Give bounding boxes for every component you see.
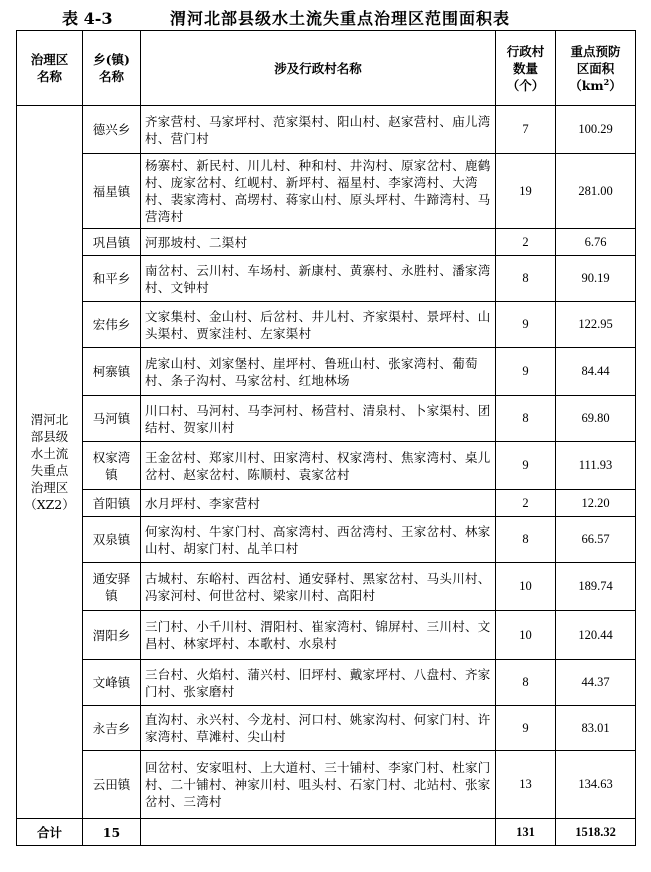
village-count-cell: 7 [496, 106, 556, 154]
region-name-line: 部县级 [30, 429, 69, 444]
village-count-cell: 9 [496, 348, 556, 396]
town-name: 权家湾 [92, 449, 131, 465]
villages-cell: 河那坡村、二渠村 [141, 229, 496, 256]
header-area-unit-sup: 2 [603, 76, 610, 87]
table-row [17, 154, 636, 229]
town-cell [83, 563, 141, 611]
header-area-unit-close: ） [609, 77, 622, 93]
table-row [17, 302, 636, 348]
town-name: 镇 [105, 466, 118, 482]
village-count-cell: 13 [496, 751, 556, 819]
village-count-cell: 10 [496, 563, 556, 611]
table-number: 表 4-3 [62, 9, 113, 28]
town-name: 和平乡 [92, 271, 131, 286]
town-cell [83, 660, 141, 706]
region-name-line: 渭河北 [30, 412, 69, 427]
table-row [17, 611, 636, 660]
region-name-line: 水土流 [30, 446, 69, 461]
header-villages: 涉及行政村名称 [141, 31, 496, 106]
town-cell [83, 611, 141, 660]
village-count-cell: 2 [496, 229, 556, 256]
villages-cell: 南岔村、云川村、车场村、新康村、黄寨村、永胜村、潘家湾村、文钟村 [141, 256, 496, 302]
town-name: 双泉镇 [92, 532, 131, 547]
header-town-line1: 乡(镇) [93, 52, 130, 67]
table-row [17, 660, 636, 706]
villages-cell: 古城村、东峪村、西岔村、通安驿村、黑家岔村、马头川村、冯家河村、何世岔村、梁家川村、高阳村 [141, 563, 496, 611]
town-name: 镇 [105, 587, 118, 603]
total-label: 合计 [17, 819, 83, 846]
header-area-line1: 重点预防 [570, 43, 621, 59]
area-cell: 100.29 [556, 106, 636, 154]
area-cell: 122.95 [556, 302, 636, 348]
village-count-cell: 8 [496, 517, 556, 563]
header-town [83, 31, 141, 106]
header-region-line1: 治理区 [30, 52, 69, 67]
town-name: 云田镇 [92, 777, 131, 792]
town-cell [83, 229, 141, 256]
area-cell: 111.93 [556, 442, 636, 490]
total-count: 131 [496, 819, 556, 846]
area-cell: 12.20 [556, 490, 636, 517]
table-title [0, 6, 651, 28]
header-area-line2: 区面积 [576, 60, 615, 76]
area-cell: 83.01 [556, 706, 636, 751]
header-region-line2: 名称 [36, 69, 62, 84]
village-count-cell: 9 [496, 442, 556, 490]
villages-cell: 水月坪村、李家营村 [141, 490, 496, 517]
header-town-line2: 名称 [98, 69, 124, 84]
total-towns: 15 [83, 819, 141, 846]
header-area [556, 31, 636, 106]
header-count [496, 31, 556, 106]
area-cell: 69.80 [556, 396, 636, 442]
villages-cell: 王金岔村、郑家川村、田家湾村、权家湾村、焦家湾村、桌儿岔村、赵家岔村、陈顺村、袁家岔村 [141, 442, 496, 490]
table-row [17, 348, 636, 396]
table-row [17, 490, 636, 517]
villages-cell: 直沟村、永兴村、今龙村、河口村、姚家沟村、何家门村、许家湾村、草滩村、尖山村 [141, 706, 496, 751]
town-cell [83, 302, 141, 348]
header-area-line3 [560, 77, 631, 94]
region-name-line: 失重点 [30, 463, 69, 478]
region-name-line: 治理区 [30, 480, 69, 495]
villages-cell: 川口村、马河村、马李河村、杨营村、清泉村、卜家渠村、团结村、贺家川村 [141, 396, 496, 442]
town-name: 福星镇 [92, 183, 131, 199]
region-name-line: （XZ2） [24, 497, 75, 512]
town-name: 首阳镇 [92, 495, 131, 511]
town-cell [83, 256, 141, 302]
table-row [17, 517, 636, 563]
town-name: 德兴乡 [92, 122, 131, 137]
header-count-line2: 数量 [512, 60, 538, 76]
header-count-line1: 行政村 [506, 43, 545, 59]
village-count-cell: 8 [496, 396, 556, 442]
area-cell: 84.44 [556, 348, 636, 396]
town-name: 柯寨镇 [92, 364, 131, 379]
town-name: 马河镇 [92, 411, 131, 426]
villages-cell: 三台村、火焰村、蒲兴村、旧坪村、戴家坪村、八盘村、齐家门村、张家磨村 [141, 660, 496, 706]
table-row [17, 751, 636, 819]
total-area: 1518.32 [556, 819, 636, 846]
area-cell: 120.44 [556, 611, 636, 660]
village-count-cell: 8 [496, 256, 556, 302]
area-cell: 281.00 [556, 154, 636, 229]
village-count-cell: 9 [496, 706, 556, 751]
town-name: 通安驿 [92, 570, 131, 586]
town-cell [83, 517, 141, 563]
town-cell [83, 396, 141, 442]
area-cell: 90.19 [556, 256, 636, 302]
header-count-line3: （个） [506, 77, 545, 93]
villages-cell: 三门村、小千川村、渭阳村、崔家湾村、锦屏村、三川村、文昌村、林家坪村、本歌村、水泉村 [141, 611, 496, 660]
village-count-cell: 19 [496, 154, 556, 229]
total-villages [141, 819, 496, 846]
header-area-unit: （km [569, 77, 604, 93]
area-cell: 66.57 [556, 517, 636, 563]
area-cell: 134.63 [556, 751, 636, 819]
table-row [17, 706, 636, 751]
table-row [17, 396, 636, 442]
villages-cell: 何家沟村、牛家门村、高家湾村、西岔湾村、王家岔村、林家山村、胡家门村、乩羊口村 [141, 517, 496, 563]
villages-cell: 齐家营村、马家坪村、范家渠村、阳山村、赵家营村、庙儿湾村、营门村 [141, 106, 496, 154]
area-table [16, 30, 636, 846]
table-title-text: 渭河北部县级水土流失重点治理区范围面积表 [170, 9, 511, 28]
villages-cell: 杨寨村、新民村、川儿村、种和村、井沟村、原家岔村、鹿鹤村、庞家岔村、红岘村、新坪村、福星村、李家湾村、大湾村、裴家湾村、高塄村、蒋家山村、原头坪村、牛蹄湾村、马营湾村 [141, 154, 496, 229]
town-cell [83, 490, 141, 517]
table-row [17, 256, 636, 302]
area-cell: 44.37 [556, 660, 636, 706]
table-row [17, 563, 636, 611]
town-cell [83, 706, 141, 751]
town-cell [83, 348, 141, 396]
town-cell [83, 154, 141, 229]
town-name: 文峰镇 [92, 675, 131, 690]
header-row [17, 31, 636, 106]
town-cell [83, 442, 141, 490]
table-row [17, 229, 636, 256]
town-name: 渭阳乡 [92, 627, 131, 643]
town-cell [83, 751, 141, 819]
village-count-cell: 9 [496, 302, 556, 348]
villages-cell: 回岔村、安家咀村、上大道村、三十铺村、李家门村、杜家门村、二十铺村、神家川村、咀头村、石家门村、北站村、张家岔村、三湾村 [141, 751, 496, 819]
town-name: 巩昌镇 [92, 234, 131, 250]
villages-cell: 文家集村、金山村、后岔村、井儿村、齐家渠村、景坪村、山头渠村、贾家洼村、左家渠村 [141, 302, 496, 348]
village-count-cell: 2 [496, 490, 556, 517]
town-name: 宏伟乡 [92, 317, 131, 332]
table-row [17, 442, 636, 490]
village-count-cell: 8 [496, 660, 556, 706]
total-row [17, 819, 636, 846]
area-cell: 6.76 [556, 229, 636, 256]
area-cell: 189.74 [556, 563, 636, 611]
header-region [17, 31, 83, 106]
table-row [17, 106, 636, 154]
town-name: 永吉乡 [92, 720, 131, 736]
region-name-cell [17, 106, 83, 819]
town-cell [83, 106, 141, 154]
village-count-cell: 10 [496, 611, 556, 660]
villages-cell: 虎家山村、刘家堡村、崖坪村、鲁班山村、张家湾村、葡萄村、条子沟村、马家岔村、红地林场 [141, 348, 496, 396]
